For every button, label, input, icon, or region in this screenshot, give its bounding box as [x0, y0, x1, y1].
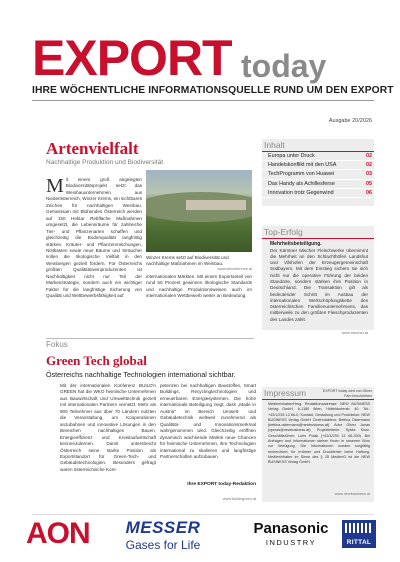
impressum-box	[262, 387, 374, 502]
fokus-column-1: Mit der internationalen Konferenz BUILD'n GREEN hat die WKO heimische Unternehmen aus Bauwirtschaft und Umwelttechnik gezielt mit internationalen Partnern vernetzt. Mehr als 900 Teilnehmer aus über 70 Ländern nutzten die Veranstaltung, um Kooperationen anzubahnen und innovative Lösungen in den Bereichen nachhaltiges Bauen, Energieeffizienz und Kreislaufwirtschaft kennenzulernen. Damit unterstreicht Österreich seine starke Position als Exportstandort für Green-Tech- und Gebäudetechnologien. Besonders gefragt waren österreichische Kom-	[60, 383, 156, 472]
rittal-logo-text: RITTAL	[346, 539, 372, 546]
fokus-signature: Ihre EXPORT today-Redaktion	[187, 482, 256, 487]
issue-number: Ausgabe 20/2026	[328, 118, 372, 124]
panasonic-logo-sub: INDUSTRY	[265, 538, 317, 547]
fokus-credit: www.buildngreen.at	[222, 497, 256, 501]
aon-logo-text: AON	[26, 517, 90, 550]
inhalt-item-page: 03	[366, 171, 372, 178]
panasonic-logo-text: Panasonic	[253, 520, 329, 537]
article-column-1-text: it einem groß angelegten Biodiversitätsprojekt setzt das Weinbauunternehmen aus Niederösterreich, Winzer Krems, ein sichtbares Zeichen für nachhaltigen Weinbau. Gemeinsam mit Blühendes Österreich werden auf 150 Hektar Rebfläche Maßnahmen umgesetzt, die Lebensräume für zahlreiche Tier- und Pflanzenarten schaffen und gleichzeitig die Bodenqualität langfristig stärken. Kräuter- und Pflanzenmischungen, Nistkästen sowie neue Bäume und Sträucher sollen die ökologische Vielfalt in den Weinbergen gezielt fördern. Für Österreichs größten Qualitätsweinproduzenten ist Nachhaltigkeit nicht nur Teil der Markenstrategie, sondern auch ein wichtiger Faktor für die langfristige Sicherung von Qualität und Wettbewerbsfähigkeit auf	[46, 177, 142, 299]
inhalt-item[interactable]	[262, 180, 374, 189]
inhalt-item-page: 02	[366, 153, 372, 159]
inhalt-item-page: 02	[366, 162, 372, 169]
logo-today: today	[241, 48, 327, 84]
dropcap: M	[46, 177, 64, 197]
inhalt-item[interactable]	[262, 170, 374, 179]
inhalt-item-label: Das Handy als Achillesferse	[268, 180, 335, 187]
inhalt-item[interactable]	[262, 161, 374, 170]
top-erfolg-credit: www.mischer.at	[341, 330, 368, 335]
aon-logo	[26, 517, 90, 551]
impressum-side-note: EXPORT today wird von Oliver Fam beschrieben	[322, 389, 372, 398]
fokus-label: Fokus	[46, 340, 68, 349]
top-erfolg-headline: Mehrheitsbeteiligung.	[270, 241, 322, 247]
messer-logo-sub: Gases for Life	[125, 538, 201, 552]
impressum-text: Medieninhaber/Hrsg. Redaktionsadresse: NEW BUSINESS Verlag GmbH, A-1180 Wien, Hütteldorferstr. 40. Tel.: +43/1/235 13 66-0, Kontakt, Gestaltung und Produktion: NEW BUSINESS Verlag GmbH Chefredakteur: Bettina Ostermann (bettina.ostermann@newbusiness.at), Artur Oliver Jonas (ojonas@newbusiness.at). Projektleiterin: Sylvia Klutz. Geschäftsführer: Lorin Polak (+43/1/235 13 66-300). Bei Anfragen und Informationen stehen Ihnen in unserem Büro zur Verfügung. Die Informationen wurden sorgfältig recherchiert, für Irrtümer und Druckfehler keine Haftung. Medieninhaber im Sinne des § 25 MedienG ist die NEW BUSINESS Verlag GmbH.	[268, 402, 370, 465]
inhalt-box	[262, 139, 374, 206]
tagline: IHRE WÖCHENTLICHE INFORMATIONSQUELLE RUND UM DEN EXPORT	[32, 85, 394, 96]
fokus-column-2: petenzen bei nachhaltigen Baustoffen, Smart Buildings, Recyclingtechnologien und erneuerbaren Energiesystemen. Die hohe internationale Beteiligung zeigt, dass „Made in Austria" im Bereich Umwelt- und Gebäudetechnik weltweit zunehmend als Qualitäts- und Innovationsmerkmal wahrgenommen wird. Gleichzeitig eröffnen dynamisch wachsende Märkte neue Chancen für heimische Unternehmen, ihre Technologien international zu skalieren und langfristige Partnerschaften aufzubauen.	[160, 383, 256, 459]
masthead-rule	[32, 100, 374, 101]
inhalt-heading: Inhalt	[262, 139, 374, 152]
messer-logo-text: MESSER	[125, 518, 201, 537]
inhalt-item[interactable]	[262, 152, 374, 161]
vineyard-photo	[146, 170, 252, 252]
fokus-title: Green Tech global	[46, 353, 147, 368]
article-title: Artenvielfalt	[46, 139, 139, 158]
article-subtitle: Nachhaltige Produktion und Biodiversität	[46, 159, 164, 166]
panasonic-logo	[248, 520, 334, 548]
rittal-logo	[342, 520, 376, 548]
fokus-subtitle: Österreichs nachhaltige Technologien international sichtbar.	[46, 370, 236, 379]
photo-caption: Winzer Krems setzt auf Biodiversität und nachhaltige Maßnahmen im Weinbau.	[146, 255, 229, 266]
article-column-2: internationalen Märkten. Mit einem Exportanteil von rund 50 Prozent gewinnen ökologische Standards und nachhaltige Produktionsweisen auch im internationalen Wettbewerb weiter an Bedeutung.	[146, 274, 252, 299]
inhalt-item-label: Handelskonflikt mit den USA	[268, 162, 337, 169]
top-erfolg-text: Der Kärntner Mischer Fleischwerke übernimmt die Mehrheit an den Schlachthöfen Landshut und Vilshofen der Erzeugergemeinschaft Südbayern. Mit dem Einstieg sichern sie sich nicht nur die operative Führung der beiden Standorte, sondern stärken ihre Position in Deutschland. Die Transaktion gilt als bedeutender Schritt im Ausbau der internationalen Wertschöpfungskette des österreichischen Familienunternehmens, das mittlerweile zu den größten Fleischproduzenten des Landes zählt.	[270, 247, 368, 322]
inhalt-item[interactable]	[262, 189, 374, 198]
inhalt-item-page: 06	[366, 189, 372, 196]
top-erfolg-heading: Top-Erfolg	[262, 226, 374, 239]
footer-rule	[32, 514, 374, 515]
inhalt-item-page: 05	[366, 180, 372, 187]
logo-export: EXPORT	[32, 30, 232, 86]
rittal-bars-icon	[345, 523, 373, 533]
messer-logo	[117, 518, 209, 552]
top-erfolg-box	[262, 226, 374, 335]
photo-credit: www.winzerkrems.at	[217, 267, 252, 271]
masthead	[0, 0, 400, 115]
fokus-rule	[46, 338, 254, 339]
impressum-credit: www.newbusiness.at	[334, 492, 370, 496]
inhalt-item-label: Innovation trotz Gegenwind	[268, 189, 334, 196]
impressum-heading: Impressum	[264, 388, 307, 398]
inhalt-item-label: Europa unter Druck	[268, 153, 315, 159]
inhalt-list	[262, 152, 374, 198]
inhalt-item-label: TechProgramm von Huawei	[268, 171, 335, 178]
article-column-1	[46, 177, 142, 325]
